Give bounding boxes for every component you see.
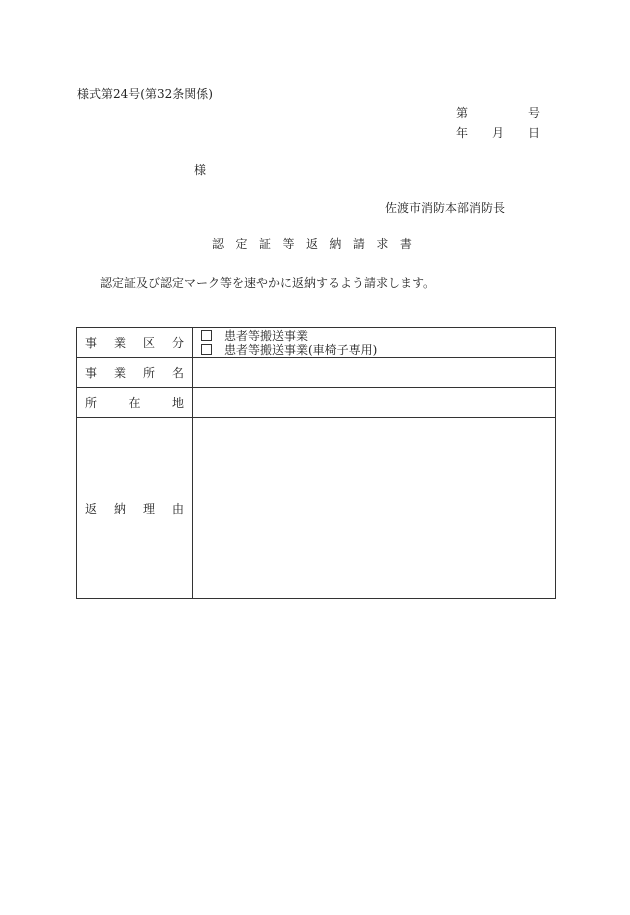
- title-char: 求: [376, 237, 389, 251]
- option-label: 患者等搬送事業(車椅子専用): [224, 342, 378, 357]
- option-label: 患者等搬送事業: [224, 328, 309, 343]
- request-statement: 認定証及び認定マーク等を速やかに返納するよう請求します。: [100, 276, 436, 290]
- title-char: 請: [352, 237, 365, 251]
- table-row: [77, 358, 556, 388]
- table-row: [77, 328, 556, 358]
- day-label: 日: [527, 126, 540, 140]
- year-label: 年: [456, 126, 469, 140]
- title-char: 証: [258, 237, 271, 251]
- number-suffix: 号: [527, 106, 540, 120]
- office-name-field[interactable]: [193, 358, 556, 388]
- date-line: [456, 124, 540, 141]
- number-prefix: 第: [456, 106, 469, 120]
- document-number-line: [456, 104, 540, 121]
- option-patient-transport[interactable]: [193, 329, 555, 343]
- table-row: [77, 418, 556, 599]
- title-char: 認: [212, 237, 225, 251]
- addressee-honorific: 様: [194, 163, 207, 177]
- form-number: 様式第24号(第32条関係): [77, 87, 213, 101]
- issuer-name: 佐渡市消防本部消防長: [385, 201, 506, 215]
- return-request-table: [76, 327, 556, 599]
- checkbox[interactable]: [201, 330, 212, 341]
- title-char: 定: [235, 237, 248, 251]
- office-name-label: 事 業 所 名: [77, 358, 193, 388]
- title-char: 納: [329, 237, 342, 251]
- title-char: 書: [399, 237, 412, 251]
- business-type-options: [193, 328, 556, 358]
- table-row: [77, 388, 556, 418]
- location-field[interactable]: [193, 388, 556, 418]
- return-reason-label: 返 納 理 由: [77, 418, 193, 599]
- title-char: 等: [282, 237, 295, 251]
- title-char: 返: [305, 237, 318, 251]
- return-reason-field[interactable]: [193, 418, 556, 599]
- checkbox[interactable]: [201, 344, 212, 355]
- location-label: 所 在 地: [77, 388, 193, 418]
- business-type-label: 事 業 区 分: [77, 328, 193, 358]
- document-title: [212, 235, 412, 252]
- option-wheelchair-transport[interactable]: [193, 343, 555, 357]
- month-label: 月: [491, 126, 504, 140]
